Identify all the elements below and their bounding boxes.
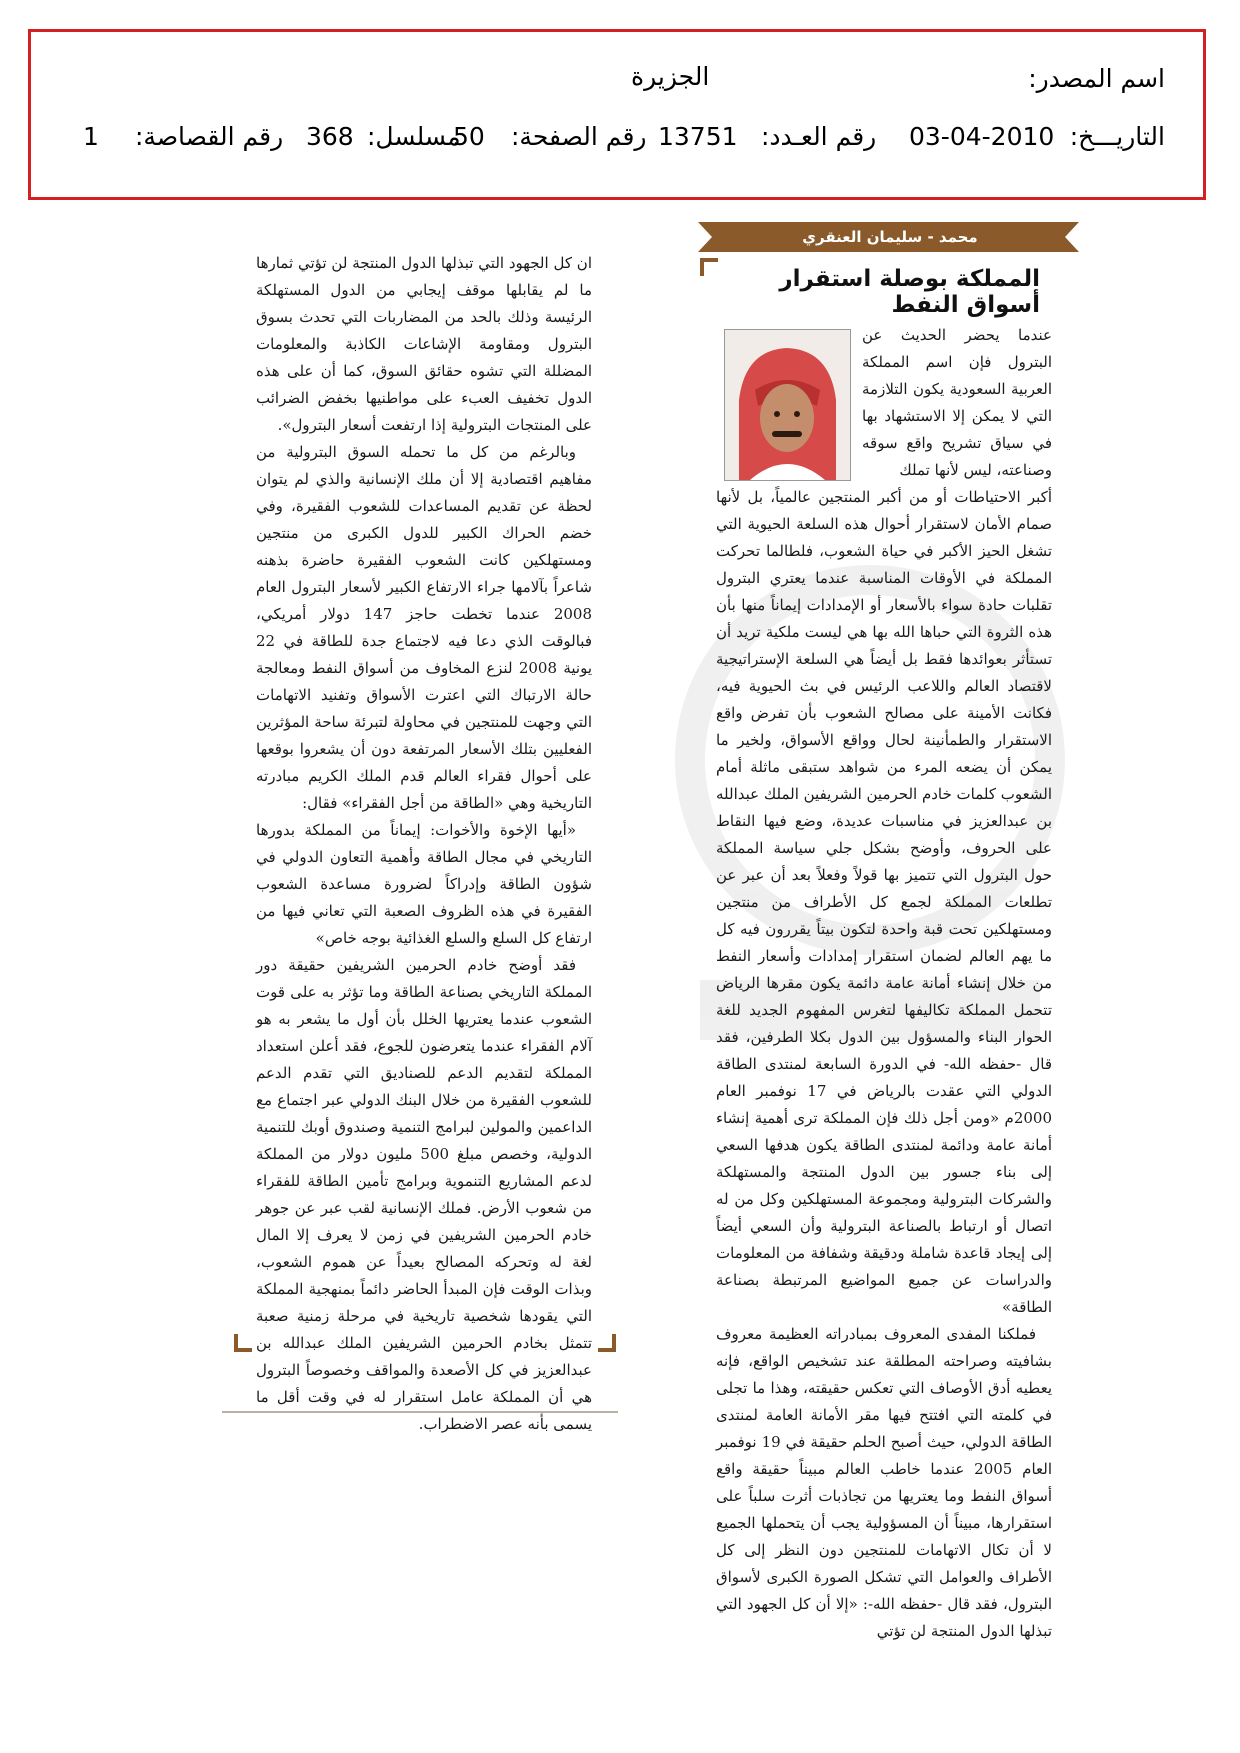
- issue-label: رقم العـدد:: [761, 122, 877, 151]
- serial-label: مسلسل:: [367, 122, 461, 151]
- headline-corner-left: [700, 258, 718, 276]
- issue-value: 13751: [658, 122, 738, 151]
- left-column: [256, 250, 593, 1433]
- date-value: 03-04-2010: [909, 122, 1055, 151]
- author-photo: [724, 329, 851, 481]
- author-portrait-image: [725, 330, 850, 480]
- closing-corner-right: [598, 1334, 616, 1352]
- byline-notch-right: [1065, 222, 1079, 252]
- left-paragraph-3: «أيها الإخوة والأخوات: إيماناً من المملكة بدورها التاريخي في مجال الطاقة وأهمية التعاون الدولي في شؤون الطاقة وإدراكاً لضرورة مساعدة الشعوب الفقيرة في هذه الظروف الصعبة التي تعاني فيها من ارتفاع كل السلع والسلع الغذائية بوجه خاص»: [256, 821, 592, 947]
- source-value: الجزيرة: [631, 62, 710, 91]
- byline-notch-left: [698, 222, 712, 252]
- source-info-box: [28, 29, 1206, 200]
- left-paragraph-2: وبالرغم من كل ما تحمله السوق البترولية من مفاهيم اقتصادية إلا أن ملك الإنسانية والذي لم يتوان لحظة عن تقديم المساعدات للشعوب الفقيرة، وفي خضم الحراك الكبير للدول الكبرى من منتجين ومستهلكين كانت الشعوب الفقيرة حاضرة بذهنه شاعراً بآلامها جراء الارتفاع الكبير لأسعار البترول العام 2008 عندما تخطت حاجز 147 دولار أمريكي، فبالوقت الذي دعا فيه لاجتماع جدة للطاقة في 22 يونية 2008 لنزع المخاوف من أسواق النفط ومعالجة حالة الارتباك التي اعترت الأسواق وتفنيد الاتهامات التي وجهت للمنتجين في محاولة لتبرئة ساحة المؤثرين الفعليين بتلك الأسعار المرتفعة دون أن يشعروا بوقعها على أحوال فقراء العالم قدم الملك الكريم مبادرته التاريخية وهي «الطاقة من أجل الفقراء» فقال:: [256, 443, 593, 812]
- clip-label: رقم القصاصة:: [135, 122, 284, 151]
- left-paragraph-1: ان كل الجهود التي تبذلها الدول المنتجة لن تؤتي ثمارها ما لم يقابلها موقف إيجابي من الدول المستهلكة الرئيسة وذلك بالحد من المضاربات التي تحدث بسوق البترول ومقاومة الإشاعات الكاذبة والمعلومات المضللة التي تشوه حقائق السوق، كما أن على هذه الدول تخفيف العبء على مواطنيها بخفض الضرائب على المنتجات البترولية إذا ارتفعت أسعار البترول».: [256, 254, 592, 434]
- article-lead: [862, 322, 1052, 484]
- right-paragraph-2: فملكنا المفدى المعروف بمبادراته العظيمة معروف بشافيته وصراحته المطلقة عند تشخيص الواقع، فإنه يعطيه أدق الأوصاف التي تعكس حقيقته، وهذا ما تجلى في كلمته التي افتتح فيها مقر الأمانة العامة لمنتدى الطاقة الدولي، حيث أصبح الحلم حقيقة في 19 نوفمبر العام 2005 عندما خاطب العالم مبيناً حقيقة واقع أسواق النفط وما يعتريها من تجاذبات أثرت سلباً على استقرارها، مبيناً أن المسؤولية يجب أن يتحملها الجميع لا أن تكال الاتهامات للمنتجين دون النظر إلى كل الأطراف والعوامل التي تشكل الصورة الكبرى لأسواق البترول، فقد قال -حفظه الله-: «إلا أن كل الجهود التي تبذلها الدول المنتجة لن تؤتي: [716, 1325, 1052, 1640]
- serial-value: 368: [306, 122, 354, 151]
- lead-paragraph: عندما يحضر الحديث عن البترول فإن اسم المملكة العربية السعودية يكون التلازمة التي لا يمكن إلا الاستشهاد بها في سياق تشريح واقع سوقه وصناعته، ليس لأنها تملك: [862, 326, 1052, 479]
- date-label: التاريـــخ:: [1069, 122, 1165, 151]
- clip-value: 1: [83, 122, 99, 151]
- byline-author: محمد - سليمان العنقري: [802, 228, 978, 246]
- right-paragraph-1: أكبر الاحتياطات أو من أكبر المنتجين عالمياً، بل لأنها صمام الأمان لاستقرار أحوال هذه السلعة الحيوية التي تشغل الحيز الأكبر في حياة الشعوب، فلطالما تحركت المملكة في الأوقات المناسبة عندما يعتري البترول تقلبات حادة سواء بالأسعار أو الإمدادات إيماناً منها بأن هذه الثروة التي حباها الله بها هي ليست ملكية تريد أن تستأثر بعوائدها فقط بل أيضاً هي السلعة الإستراتيجية لاقتصاد العالم واللاعب الرئيس في بث الحيوية فيه، فكانت الأمينة على مصالح الشعوب بأن تفرض واقع الاستقرار والطمأنينة لحال وواقع الأسواق، ولخير ما يمكن أن يضعه المرء من شواهد ستبقى ماثلة أمام الشعوب كلمات خادم الحرمين الشريفين الملك عبدالله بن عبدالعزيز في مناسبات عديدة، وضع فيها النقاط على الحروف، وأوضح بشكل جلي سياسة المملكة حول البترول التي تتميز بها قولاً وفعلاً بعد أن عبر عن تطلعات المملكة لجمع كل الأطراف من منتجين ومستهلكين تحت قبة واحدة لتكون بيتاً يقررون فيه كل ما يهم العالم لضمان استقرار إمدادات وأسعار النفط من خلال إنشاء أمانة عامة دائمة يكون مقرها الرياض تتحمل المملكة تكاليفها لتغرس المفهوم الجديد للغة الحوار البناء والمسؤول بين الدول بكلا الطرفين، فقد قال -حفظه الله- في الدورة السابعة لمنتدى الطاقة الدولي التي عقدت بالرياض في 17 نوفمبر العام 2000م «ومن أجل ذلك فإن المملكة ترى أهمية إنشاء أمانة عامة ودائمة لمنتدى الطاقة يكون هدفها السعي إلى بناء جسور بين الدول المنتجة والمستهلكة والشركات البترولية ومجموعة المستهلكين وكل من له اتصال أو ارتباط بالصناعة البترولية وأن السعي أيضاً إلى إيجاد قاعدة شاملة ودقيقة وشفافة من المعلومات والدراسات عن جميع المواضيع المرتبطة بصناعة الطاقة»: [715, 488, 1052, 1316]
- closing-corner-left: [234, 1334, 252, 1352]
- right-column: [715, 484, 1052, 1640]
- headline: المملكة بوصلة استقرار أسواق النفط: [779, 266, 1040, 318]
- left-paragraph-4: فقد أوضح خادم الحرمين الشريفين حقيقة دور المملكة التاريخي بصناعة الطاقة وما تؤثر به على قوت الشعوب عندما يعتريها الخلل بأن أول ما يشعر به هو آلام الفقراء عندما يتعرضون للجوع، فقد أعلن استعداد المملكة لتقديم الدعم للصناديق التي تقدم الدعم للشعوب الفقيرة من خلال البنك الدولي عبر اجتماع مع الداعمين والمولين لبرامج التنمية وصندوق أوبك للتنمية الدولية، وخصص مبلغ 500 مليون دولار من المملكة لدعم المشاريع التنموية وبرامج تأمين الطاقة للفقراء من شعوب الأرض. فملك الإنسانية لقب عبر عن جوهر خادم الحرمين الشريفين في زمن لا يعرف إلا المال لغة له وتحركه المصالح بعيداً عن هموم الشعوب، وبذات الوقت فإن المبدأ الحاضر دائماً بمنهجية المملكة التي يقودها شخصية تاريخية في مرحلة زمنية صعبة تتمثل بخادم الحرمين الشريفين الملك عبدالله بن عبدالعزيز في كل الأصعدة والمواقف وخصوصاً البترول هي أن المملكة عامل استقرار له في وقت أقل ما يسمى بأنه عصر الاضطراب.: [256, 956, 592, 1433]
- source-label: اسم المصدر:: [1028, 64, 1165, 93]
- page-label: رقم الصفحة:: [511, 122, 647, 151]
- column-footer-rule: [222, 1411, 618, 1413]
- page-value: 50: [453, 122, 485, 151]
